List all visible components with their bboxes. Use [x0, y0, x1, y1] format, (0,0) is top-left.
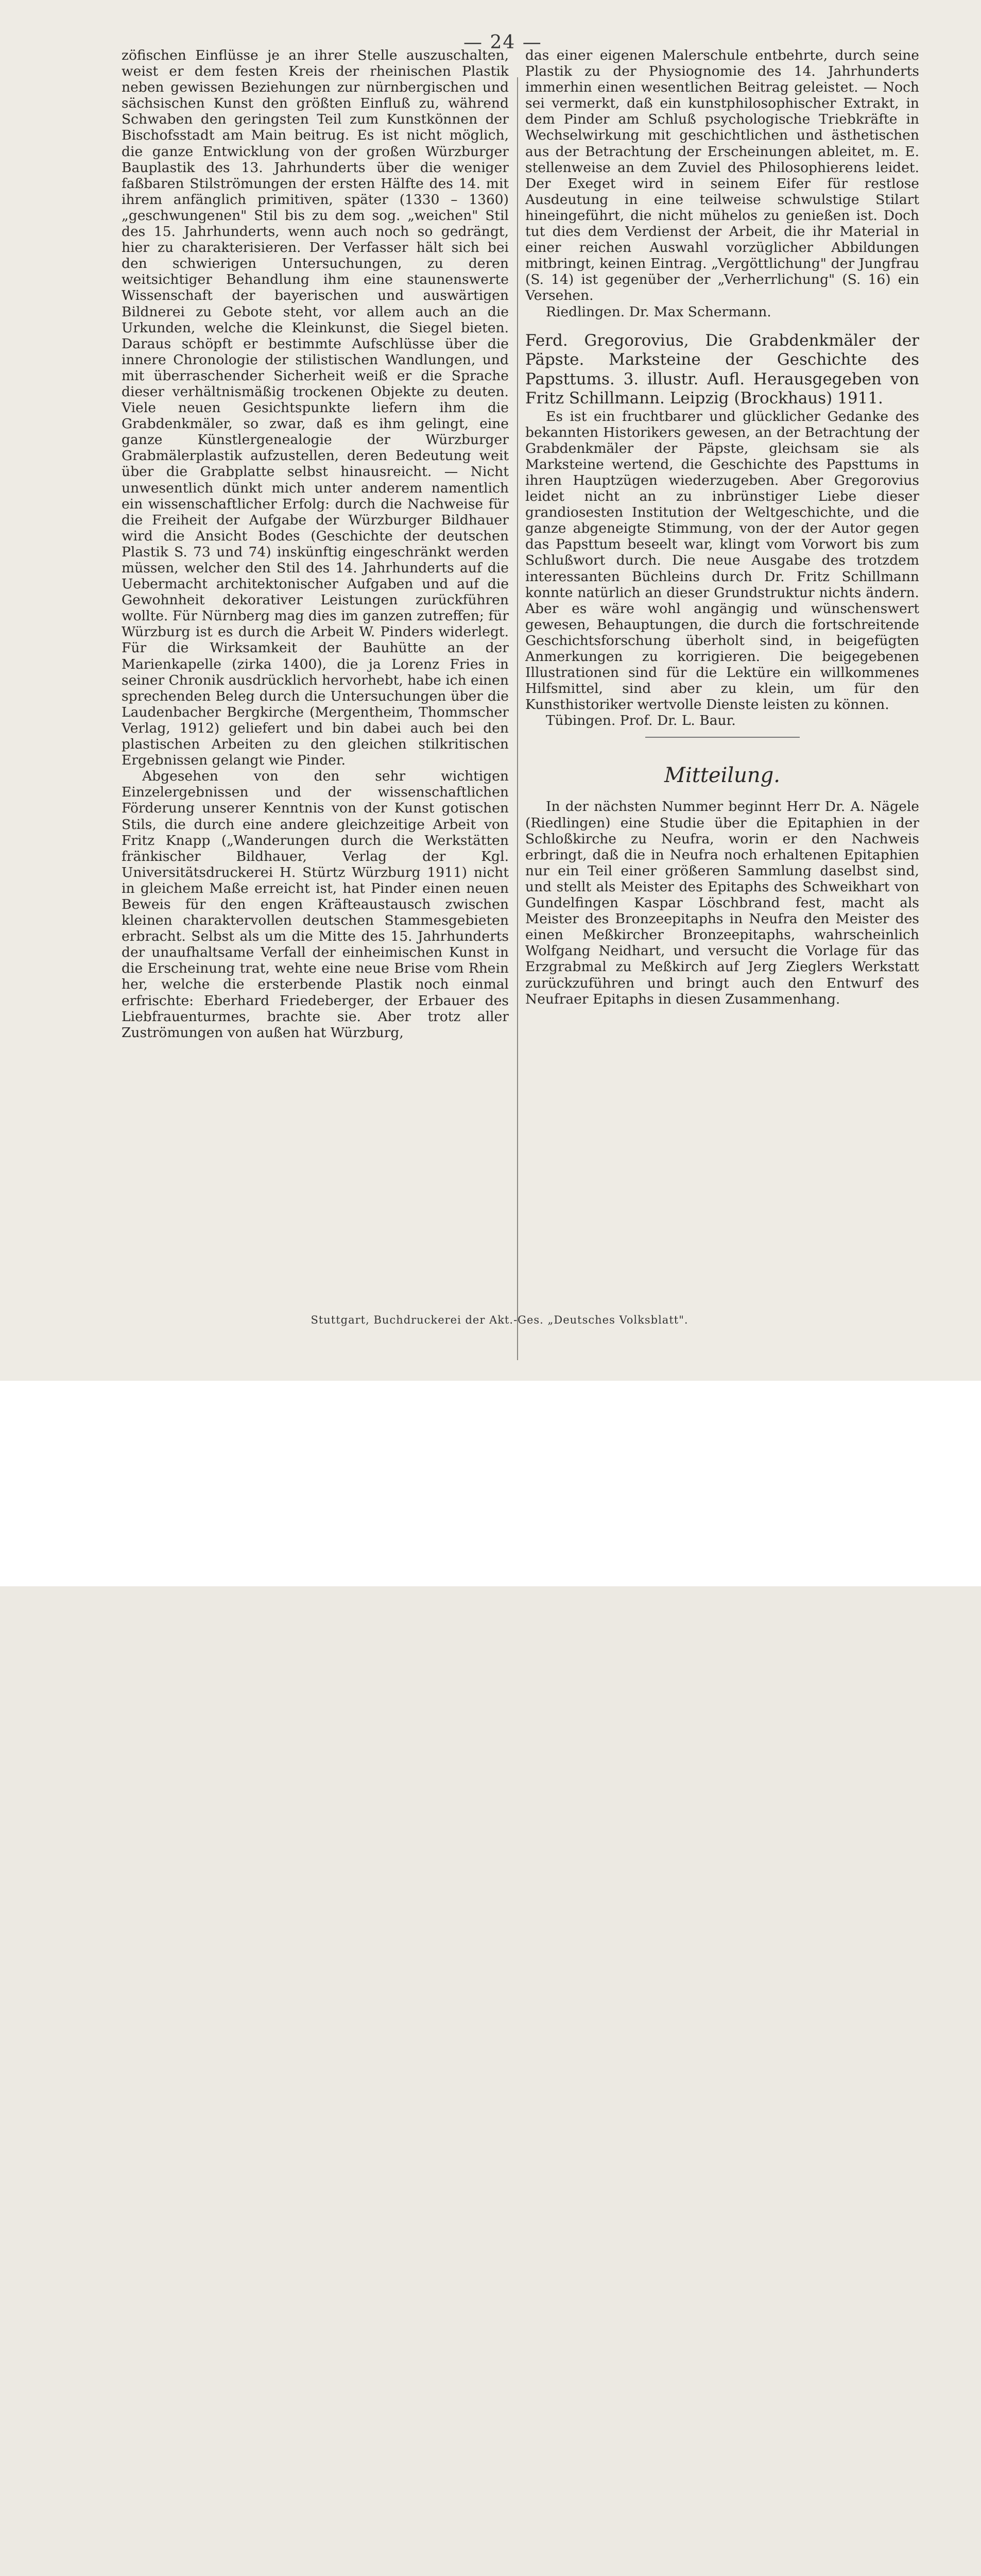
left-paragraph-2: Abgesehen von den sehr wichtigen Einzelergebnissen und der wissenschaftlichen Förderung unserer Kenntnis von der Kunst gotischen Stils, die durch eine andere gleichzeitige Arbeit von Fritz Knapp („Wanderungen durch die Werkstätten fränkischer Bildhauer, Verlag der Kgl. Universitätsdruckerei H. Stürtz Würzburg 1911) nicht in gleichem Maße erreicht ist, hat Pinder einen neuen Beweis für den engen Kräfteaustausch zwischen kleinen charaktervollen deutschen Stammesgebieten erbracht. Selbst als um die Mitte des 15. Jahrhunderts der unaufhaltsame Verfall der einheimischen Kunst in die Erscheinung trat, wehte eine neue Brise vom Rhein her, welche die ersterbende Plastik noch einmal erfrischte: Eberhard Friedeberger, der Erbauer des Liebfrauenturmes, brachte sie. Aber trotz aller Zuströmungen von außen hat Würzburg,	[122, 768, 509, 1041]
right-column	[525, 47, 919, 1007]
notice-paragraph: In der nächsten Nummer beginnt Herr Dr. A. Nägele (Riedlingen) eine Studie über die Epitaphien in der Schloßkirche zu Neufra, worin er den Nachweis erbringt, daß die in Neufra noch erhaltenen Epitaphien nur ein Teil einer größeren Sammlung daselbst sind, und stellt als Meister des Epitaphs des Schweikhart von Gundelfingen Kaspar Löschbrand fest, macht als Meister des Bronzeepitaphs in Neufra den Meister des einen Meßkircher Bronzeepitaphs, wahrscheinlich Wolfgang Neidhart, und versucht die Vorlage für das Erzgrabmal zu Meßkirch auf Jerg Zieglers Werkstatt zurückzuführen und bringt auch den Entwurf des Neufraer Epitaphs in diesen Zusammenhang.	[525, 799, 919, 1007]
review-heading: Ferd. Gregorovius, Die Grabdenkmäler der Päpste. Marksteine der Geschichte des Papsttums. 3. illustr. Aufl. Herausgegeben von Fritz Schillmann. Leipzig (Brockhaus) 1911.	[525, 331, 919, 408]
review-signature-2: Tübingen. Prof. Dr. L. Baur.	[546, 713, 736, 729]
right-paragraph-1: das einer eigenen Malerschule entbehrte, durch seine Plastik zu der Physiognomie des 14. Jahrhunderts immerhin einen wesentlichen Beitrag geleistet. — Noch sei vermerkt, daß ein kunstphilosophischer Extrakt, in dem Pinder am Schluß psychologische Triebkräfte in Wechselwirkung mit geschichtlichen und ästhetischen aus der Betrachtung der Erscheinungen ableitet, m. E. stellenweise an dem Zuviel des Philosophierens leidet. Der Exeget wird in seinem Eifer für restlose Ausdeutung in eine teilweise schwulstige Stilart hineingeführt, die nicht mühelos zu genießen ist. Doch tut dies dem Verdienst der Arbeit, die ihr Material in einer reichen Auswahl vorzüglicher Abbildungen mitbringt, keinen Eintrag. „Vergöttlichung" der Jungfrau (S. 14) ist gegenüber der „Verherrlichung" (S. 16) ein Versehen.	[525, 47, 919, 304]
section-heading: Mitteilung.	[664, 764, 780, 788]
left-column	[122, 47, 509, 1041]
digitization-footer	[0, 1381, 981, 1586]
left-paragraph-1: zöfischen Einflüsse je an ihrer Stelle auszuschalten, weist er dem festen Kreis der rheinischen Plastik neben gewissen Beziehungen zur nürnbergischen und sächsischen Kunst den größten Einfluß zu, während Schwaben den geringsten Teil zum Kunstkönnen der Bischofsstadt am Main beitrug. Es ist nicht möglich, die ganze Entwicklung von der großen Würzburger Bauplastik des 13. Jahrhunderts über die weniger faßbaren Stilströmungen der ersten Hälfte des 14. mit ihrem anfänglich primitiven, später (1330 – 1360) „geschwungenen" Stil bis zu dem sog. „weichen" Stil des 15. Jahrhunderts, wenn auch noch so gedrängt, hier zu charakterisieren. Der Verfasser hält sich bei den schwierigen Untersuchungen, zu deren weitsichtiger Behandlung ihm eine staunenswerte Wissenschaft der bayerischen und auswärtigen Bildnerei zu Gebote steht, vor allem auch an die Urkunden, welche die Kleinkunst, die Siegel bieten. Daraus schöpft er bestimmte Aufschlüsse über die innere Chronologie der stilistischen Wandlungen, und mit überraschender Sicherheit weiß er die Sprache dieser verhältnismäßig trockenen Objekte zu deuten. Viele neuen Gesichtspunkte liefern ihm die Grabdenkmäler, so zwar, daß es ihm gelingt, eine ganze Künstlergenealogie der Würzburger Grabmälerplastik aufzustellen, deren Bedeutung weit über die Grabplatte selbst hinausreicht. — Nicht unwesentlich dünkt mich unter anderem namentlich ein wissenschaftlicher Erfolg: durch die Nachweise für die Freiheit der Aufgabe der Würzburger Bildhauer wird die Ansicht Bodes (Geschichte der deutschen Plastik S. 73 und 74) inskünftig eingeschränkt werden müssen, welcher den Stil des 14. Jahrhunderts auf die Uebermacht architektonischer Aufgaben und auf die Gewohnheit dekorativer Leistungen zurückführen wollte. Für Nürnberg mag dies im ganzen zutreffen; für Würzburg ist es durch die Arbeit W. Pinders widerlegt. Für die Wirksamkeit der Bauhütte an der Marienkapelle (zirka 1400), die ja Lorenz Fries in seiner Chronik ausdrücklich hervorhebt, habe ich einen sprechenden Beleg durch die Untersuchungen über die Laudenbacher Bergkirche (Mergentheim, Thommscher Verlag, 1912) geliefert und bin dabei auch bei den plastischen Arbeiten zu den gleichen stilkritischen Ergebnissen gelangt wie Pinder.	[122, 47, 509, 769]
printer-imprint: Stuttgart, Buchdruckerei der Akt.-Ges. „Deutsches Volksblatt".	[311, 1314, 689, 1326]
column-divider	[517, 77, 518, 1360]
page-number: — 24 —	[463, 32, 542, 53]
section-rule	[645, 737, 800, 738]
review-paragraph: Es ist ein fruchtbarer und glücklicher Gedanke des bekannten Historikers gewesen, an der Betrachtung der Grabdenkmäler der Päpste, gleichsam sie als Marksteine wertend, die Geschichte des Papsttums in ihren Hauptzügen wiederzugeben. Aber Gregorovius leidet nicht an zu inbrünstiger Liebe dieser grandiosesten Institution der Weltgeschichte, und die ganze abgeneigte Stimmung, von der der Autor gegen das Papsttum beseelt war, klingt vom Vorwort bis zum Schlußwort durch. Die neue Ausgabe des trotzdem interessanten Büchleins durch Dr. Fritz Schillmann konnte natürlich an dieser Grundstruktur nichts ändern. Aber es wäre wohl angängig und wünschenswert gewesen, Behauptungen, die durch die fortschreitende Geschichtsforschung überholt sind, in beigefügten Anmerkungen zu korrigieren. Die beigegebenen Illustrationen sind für die Lektüre ein willkommenes Hilfsmittel, sind aber zu klein, um für den Kunsthistoriker wertvolle Dienste leisten zu können.	[525, 408, 919, 713]
review-signature-1: Riedlingen. Dr. Max Schermann.	[546, 303, 771, 320]
